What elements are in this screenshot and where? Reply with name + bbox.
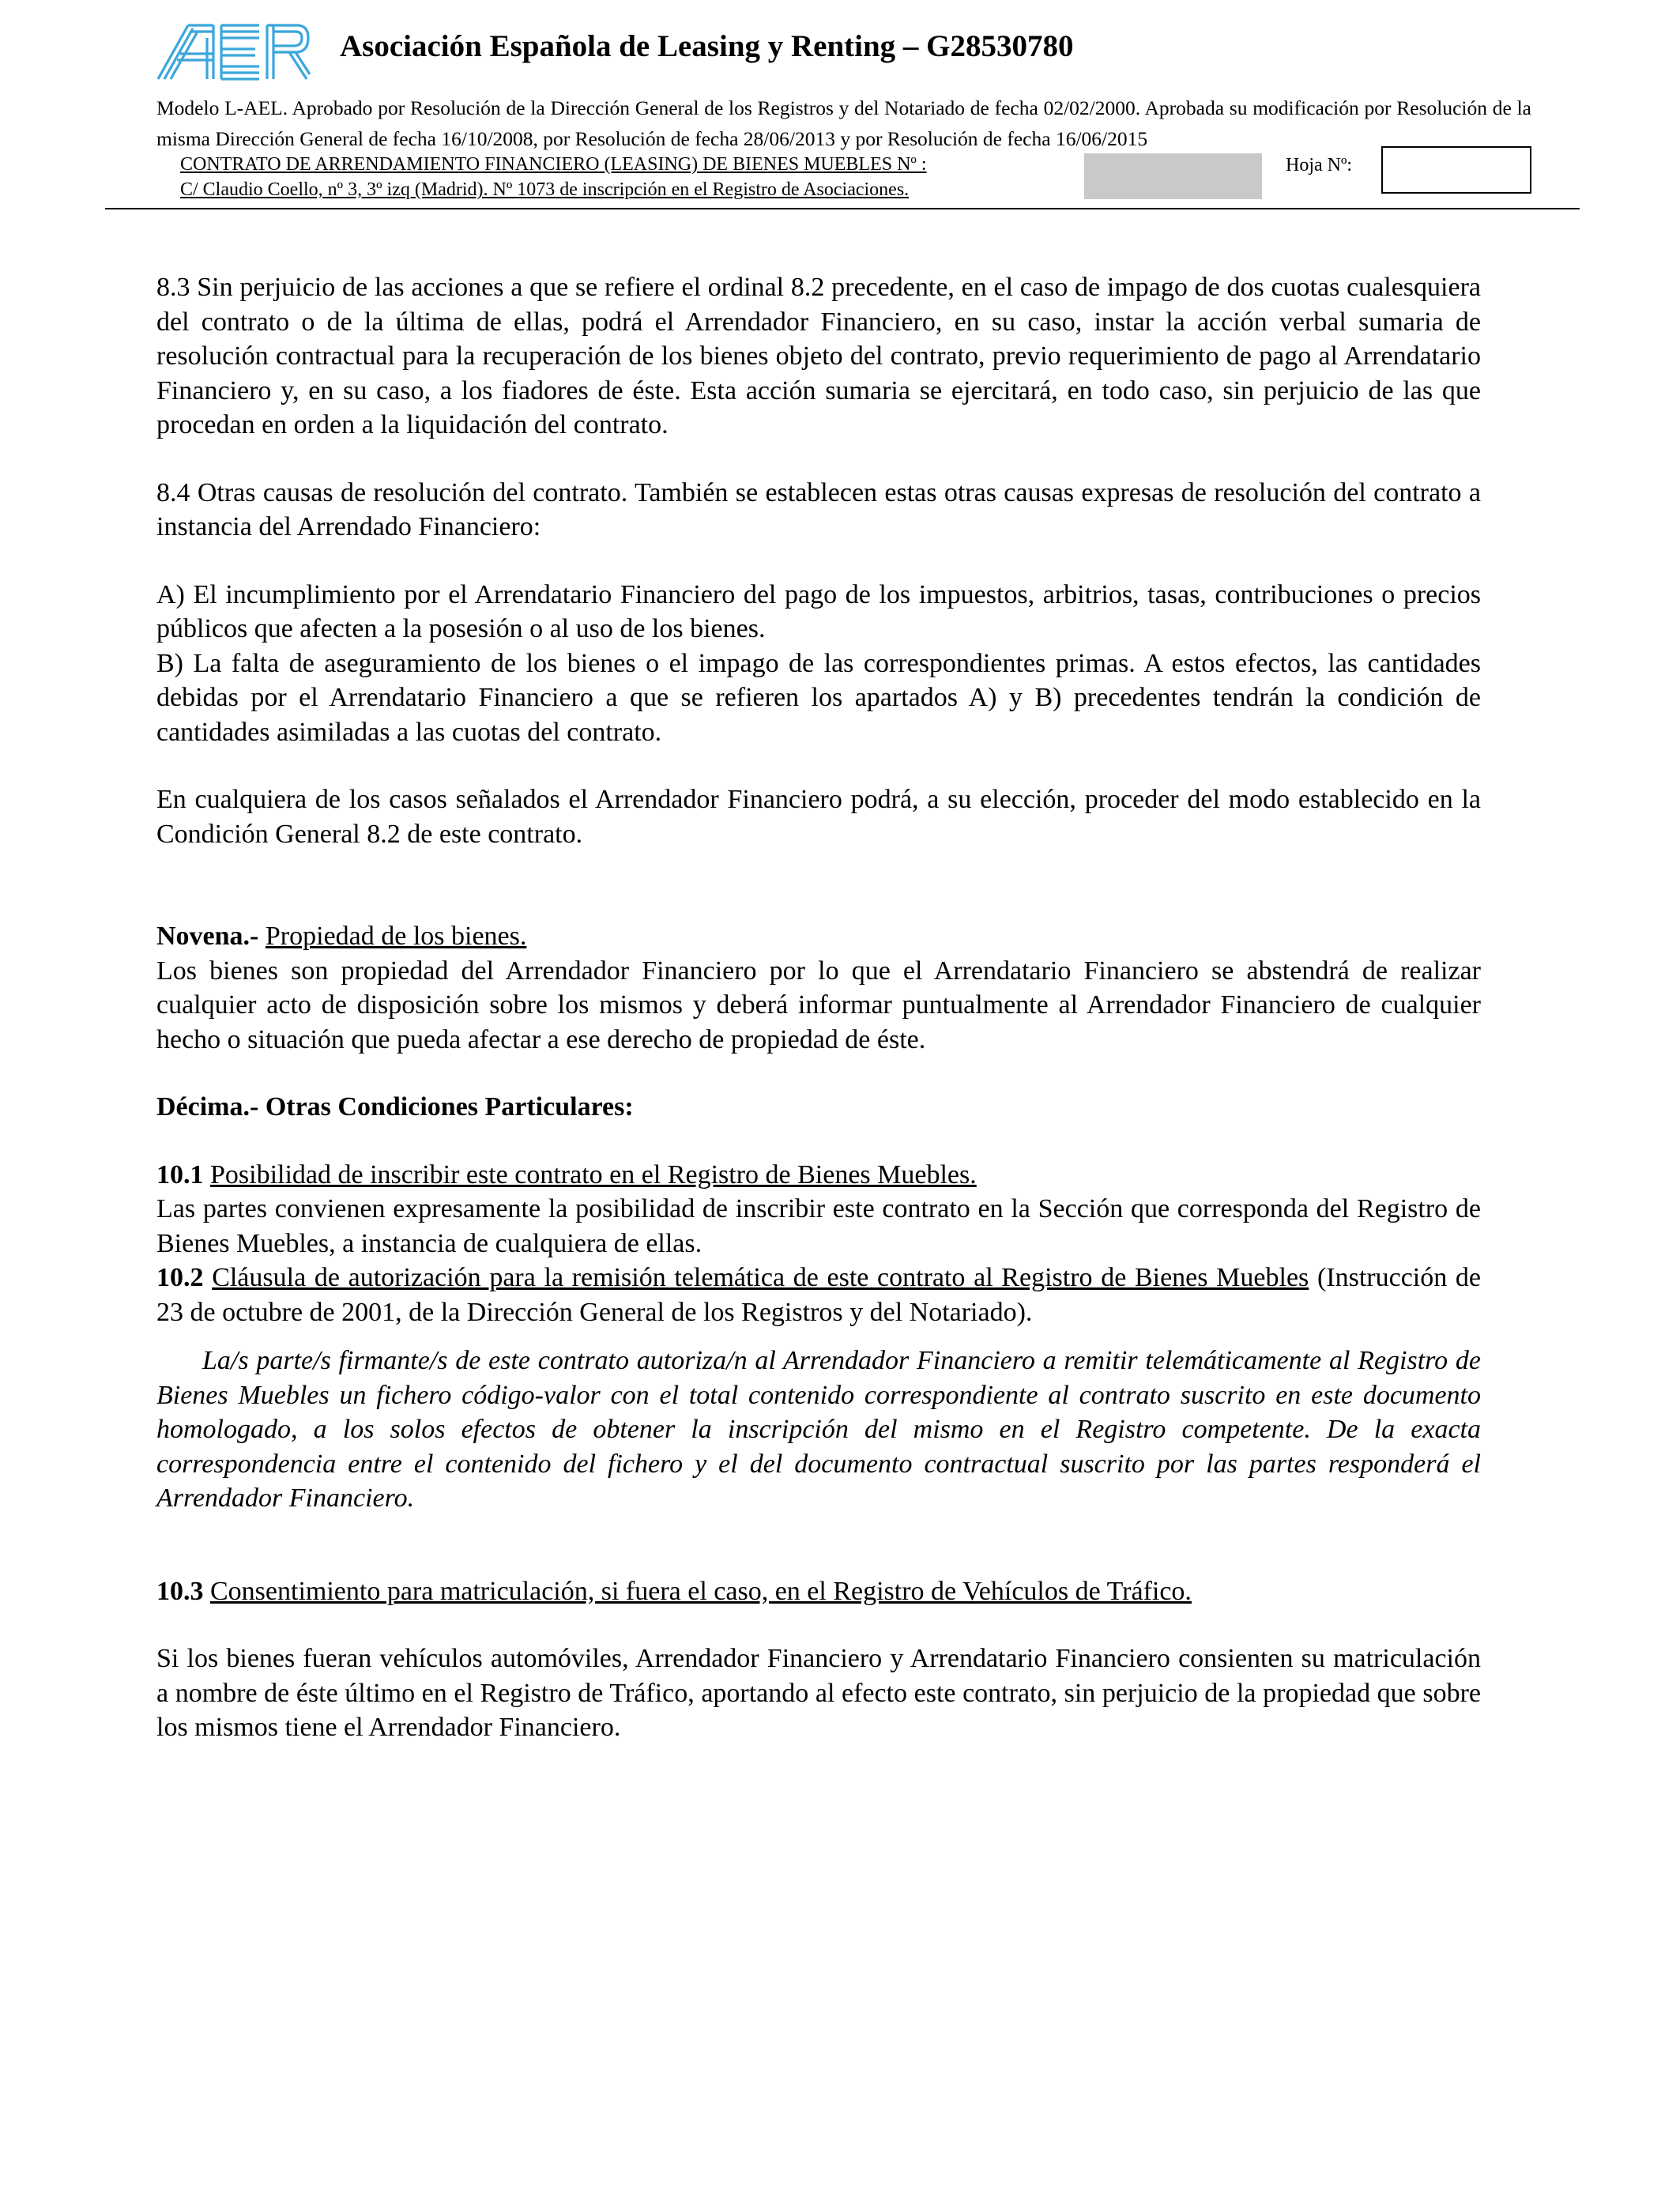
clause-10-2-number: 10.2 [156,1263,204,1292]
clause-10-3-number: 10.3 [156,1576,204,1606]
contract-title-line: CONTRATO DE ARRENDAMIENTO FINANCIERO (LEASING) DE BIENES MUEBLES Nº : [180,154,927,175]
model-approval-text: Modelo L-AEL. Aprobado por Resolución de la Dirección General de los Registros y del Notariado de fecha 02/02/2000. Aprobada su modificación por Resolución de la misma Dirección General de fecha 16/10/2008, por Resolución de fecha 28/06/2013 y por Resolución de fecha 16/06/2015 [156,96,1531,150]
clause-10-3-title: Consentimiento para matriculación, si fuera el caso, en el Registro de Vehículos de Tráfico. [210,1576,1192,1606]
header-divider [105,208,1580,209]
section-decima-heading: Décima.- Otras Condiciones Particulares: [156,1092,634,1122]
sheet-number-box [1381,146,1531,194]
document-body [156,270,1481,1745]
organization-name: Asociación Española de Leasing y Renting – G28530780 [340,29,1074,63]
sheet-number-label: Hoja Nº: [1286,155,1353,175]
clause-8-4-b: B) La falta de aseguramiento de los bienes o el impago de las correspondientes primas. A estos efectos, las cantidades debidas por el Arrendatario Financiero a que se refieren los apartados A) y B) precedentes tendrán la condición de cantidades asimiladas a las cuotas del contrato. [156,648,1481,747]
section-novena-heading [156,919,1481,954]
clause-10-2-heading [156,1261,1481,1329]
novena-title: Novena.- [156,922,259,951]
novena-text: Los bienes son propiedad del Arrendador Financiero por lo que el Arrendatario Financiero se abstendrá de realizar cualquier acto de disposición sobre los mismos y deberá informar puntualmente al Arrendador Financiero de cualquier hecho o situación que pueda afectar a ese derecho de propiedad de éste. [156,956,1481,1054]
clause-10-3-heading [156,1574,1481,1609]
clause-10-2-title: Cláusula de autorización para la remisión telemática de este contrato al Registro de Bienes Muebles [212,1263,1309,1292]
clause-10-2-reference: (Instrucción de 23 de octubre de 2001, de la Dirección General de los Registros y del Notariado). [156,1263,1482,1327]
clause-8-4: 8.4 Otras causas de resolución del contrato. También se establecen estas otras causas expresas de resolución del contrato a instancia del Arrendado Financiero: [156,477,1481,541]
clause-8-4-a: A) El incumplimiento por el Arrendatario Financiero del pago de los impuestos, arbitrios, tasas, contribuciones o precios públicos que afecten a la posesión o al uso de los bienes. [156,579,1481,643]
clause-10-3-text: Si los bienes fueran vehículos automóviles, Arrendador Financiero y Arrendatario Financiero consienten su matriculación a nombre de éste último en el Registro de Tráfico, aportando al efecto este contrato, sin perjuicio de la propiedad que sobre los mismos tiene el Arrendador Financiero. [156,1644,1481,1742]
novena-subtitle: Propiedad de los bienes. [265,922,527,951]
clause-8-3: 8.3 Sin perjuicio de las acciones a que se refiere el ordinal 8.2 precedente, en el caso de impago de dos cuotas cualesquiera del contrato o de la última de ellas, podrá el Arrendador Financiero, en su caso, instar la acción verbal sumaria de resolución contractual para la recuperación de los bienes objeto del contrato, previo requerimiento de pago al Arrendatario Financiero y, en su caso, a los fiadores de éste. Esta acción sumaria se ejercitará, en todo caso, sin perjuicio de las que procedan en orden a la liquidación del contrato. [156,273,1481,439]
clause-10-1-title: Posibilidad de inscribir este contrato en el Registro de Bienes Muebles. [210,1159,977,1189]
contract-number-redacted [1084,153,1262,199]
clause-10-2-authorization: La/s parte/s firmante/s de este contrato autoriza/n al Arrendador Financiero a remitir telemáticamente al Registro de Bienes Muebles un fichero código-valor con el total contenido correspondiente al contrato suscrito en este documento homologado, a los solos efectos de obtener la inscripción del mismo en el Registro competente. De la exacta correspondencia entre el contenido del fichero y el del documento contractual suscrito por las partes responderá el Arrendador Financiero. [156,1346,1481,1513]
address-line: C/ Claudio Coello, nº 3, 3º izq (Madrid). Nº 1073 de inscripción en el Registro de Asociaciones. [180,179,910,200]
clause-10-1-heading [156,1158,1481,1193]
ael-logo [156,22,311,81]
document-header [0,0,1680,213]
clause-10-1-text: Las partes convienen expresamente la posibilidad de inscribir este contrato en la Sección que corresponda del Registro de Bienes Muebles, a instancia de cualquiera de ellas. [156,1194,1481,1258]
clause-10-1-number: 10.1 [156,1159,204,1189]
clause-8-4-closing: En cualquiera de los casos señalados el Arrendador Financiero podrá, a su elección, proceder del modo establecido en la Condición General 8.2 de este contrato. [156,785,1481,849]
